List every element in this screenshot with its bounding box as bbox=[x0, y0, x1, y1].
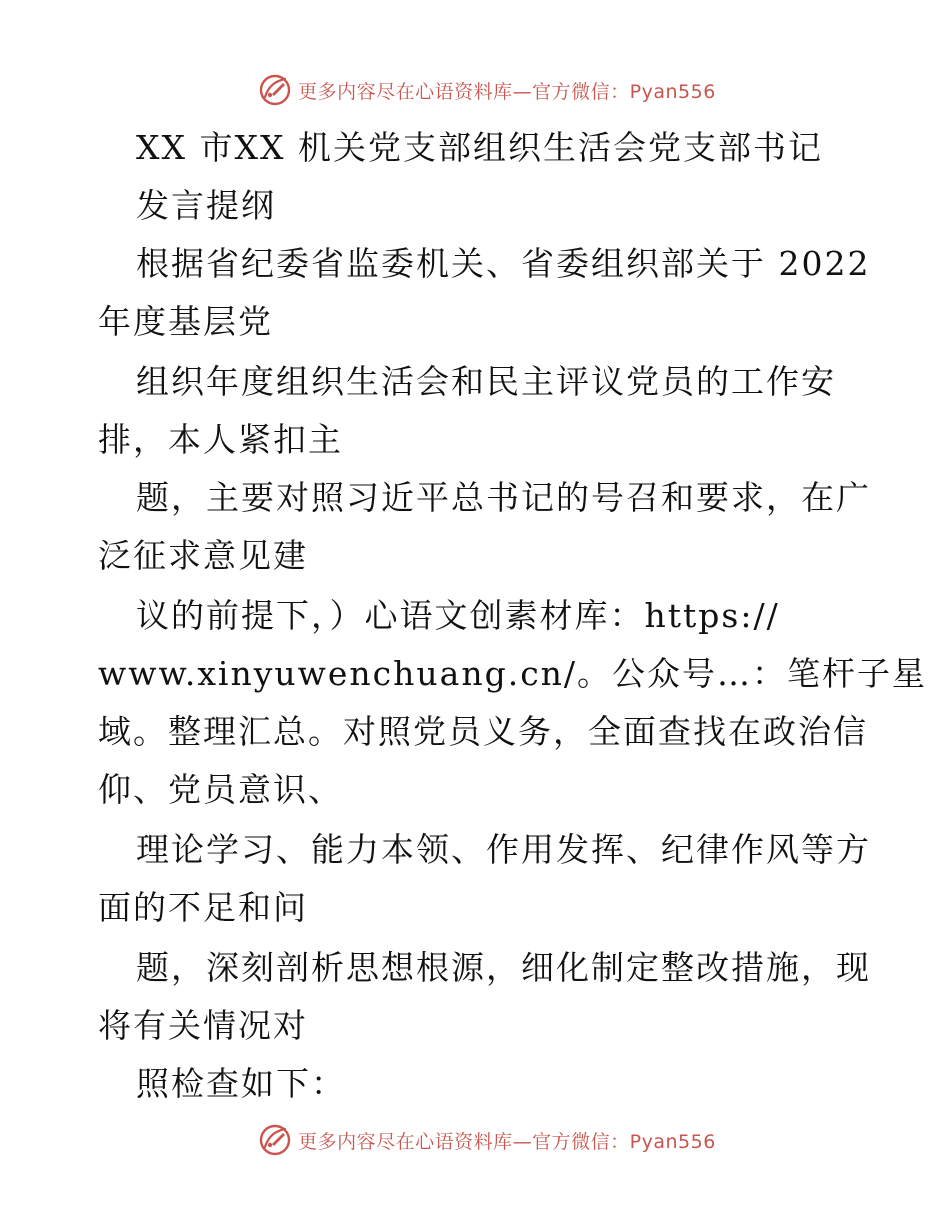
document-title-line-1: XX 市XX 机关党支部组织生活会党支部书记 bbox=[136, 128, 823, 167]
paragraph-line: 议的前提下，）心语文创素材库：https:// bbox=[136, 596, 780, 635]
footer-watermark-group bbox=[258, 1123, 716, 1157]
paragraph-line: 题，深刻剖析思想根源，细化制定整改措施，现 bbox=[136, 948, 871, 987]
paragraph-line: 题，主要对照习近平总书记的号召和要求，在广 bbox=[136, 478, 871, 517]
footer-watermark-banner bbox=[0, 1120, 950, 1160]
paragraph-line: 组织年度组织生活会和民主评议党员的工作安 bbox=[136, 362, 836, 401]
paragraph-line: 泛征求意见建 bbox=[98, 536, 308, 575]
paragraph-line: 根据省纪委省监委机关、省委组织部关于 2022 bbox=[136, 244, 871, 283]
paragraph-line: 将有关情况对 bbox=[98, 1006, 308, 1045]
paragraph-line: 理论学习、能力本领、作用发挥、纪律作风等方 bbox=[136, 830, 871, 869]
paragraph-line: 照检查如下： bbox=[136, 1064, 346, 1103]
paragraph-line: 年度基层党 bbox=[98, 302, 273, 341]
watermark-text: 更多内容尽在心语资料库—官方微信：Pyan556 bbox=[298, 1130, 716, 1153]
paragraph-line: 排，本人紧扣主 bbox=[98, 420, 343, 459]
header-watermark-group bbox=[258, 73, 716, 107]
header-watermark-banner bbox=[0, 70, 950, 110]
watermark-text: 更多内容尽在心语资料库—官方微信：Pyan556 bbox=[298, 80, 716, 103]
paragraph-line: 仰、党员意识、 bbox=[98, 770, 343, 809]
pen-circle-logo-icon bbox=[258, 1123, 292, 1157]
paragraph-line: www.xinyuwenchuang.cn/。公众号…：笔杆子星 bbox=[98, 654, 928, 693]
paragraph-line: 域。整理汇总。对照党员义务，全面查找在政治信 bbox=[98, 712, 868, 751]
paragraph-line: 面的不足和问 bbox=[98, 888, 308, 927]
pen-circle-logo-icon bbox=[258, 73, 292, 107]
document-title-line-2: 发言提纲 bbox=[136, 186, 276, 225]
